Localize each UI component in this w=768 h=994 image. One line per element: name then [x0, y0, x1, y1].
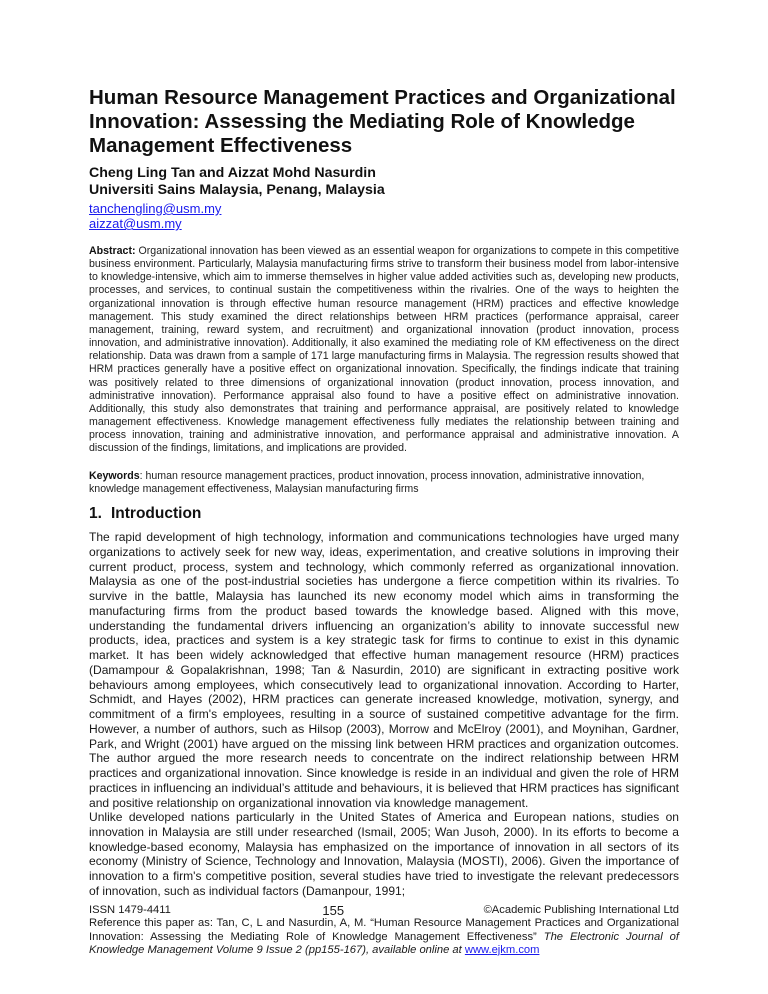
page-number: 155 — [322, 903, 345, 918]
footer-row — [89, 904, 679, 917]
reference-prefix: Reference this paper as: Tan, C, L and Nasurdin, A, M. “Human Resource Management Practices and Organizational Innovation: Assessing the Mediating Role of Knowledge Management Effectiveness” — [89, 917, 679, 943]
issn: ISSN 1479-4411 — [89, 904, 171, 916]
affiliation: Universiti Sains Malaysia, Penang, Malaysia — [89, 182, 385, 198]
body-paragraph: Unlike developed nations particularly in the United States of America and European nations, studies on innovation in Malaysia are still under researched (Ismail, 2005; Wan Jusoh, 2000). In its efforts to become a knowledge-based economy, Malaysia has emphasized on the importance of innovation in all sectors of its economy (Ministry of Science, Technology and Innovation, Malaysia (MOSTI), 2006). Given the importance of innovation to a firm's competitive position, several studies have tried to investigate the relevant predecessors of innovation, such as individual factors (Damanpour, 1991; — [89, 810, 679, 898]
email-link-aizzat[interactable]: aizzat@usm.my — [89, 216, 182, 231]
abstract-label: Abstract: — [89, 245, 136, 257]
section-number: 1. — [89, 505, 102, 522]
email-list — [89, 201, 221, 231]
journal-website-link[interactable]: www.ejkm.com — [464, 943, 540, 956]
reference-journal: The Electronic Journal of Knowledge Management Volume 9 Issue 2 (pp155-167), available online at — [89, 930, 679, 956]
citation-reference — [89, 917, 679, 957]
abstract — [89, 245, 679, 456]
copyright: ©Academic Publishing International Ltd — [483, 904, 679, 916]
paper-title: Human Resource Management Practices and Organizational Innovation: Assessing the Mediating Role of Knowledge Management Effectiveness — [89, 86, 676, 157]
email-link-tan[interactable]: tanchengling@usm.my — [89, 201, 222, 216]
keywords-label: Keywords — [89, 470, 140, 482]
body-paragraph: The rapid development of high technology, information and communications technologies have urged many organizations to actively seek for new way, ideas, experimentation, and creative solutions in improving their current product, process, system and technology, which commonly referred as organizational innovation. Malaysia as one of the post-industrial societies has undergone a fierce competition within its rivalries. To survive in the battle, Malaysia has launched its new economy model which aims in transforming the manufacturing firms from the product based towards the knowledge based. Aligned with this move, understanding the fundamental drivers influencing an organization’s ability to innovate successful new products, idea, practices and system is a key strategic task for firms to continue to exist in this dynamic market. It has been widely acknowledged that effective human management resource (HRM) practices (Damampour & Gopalakrishnan, 1998; Tan & Nasurdin, 2010) are significant in extracting positive work behaviours among employees, which consecutively lead to organizational innovation. According to Harter, Schmidt, and Hayes (2002), HRM practices can generate increased knowledge, motivation, synergy, and commitment of a firm's employees, resulting in a source of sustained competitive advantage for the firm. However, a number of authors, such as Hilsop (2003), Morrow and McElroy (2001), and Moynihan, Gardner, Park, and Wright (2001) have argued on the missing link between HRM practices and organization outcomes. The author argued the more research needs to concentrate on the indirect relationship between HRM practices and organizational innovation. Since knowledge is reside in an individual and given the role of HRM practices in influencing an individual’s attitude and behaviours, it is believed that HRM practices has significant and positive relationship on organizational innovation via knowledge management. — [89, 530, 679, 810]
page-footer — [89, 904, 679, 957]
keywords — [89, 470, 679, 496]
section-title: Introduction — [111, 505, 202, 522]
keywords-text: : human resource management practices, product innovation, process innovation, administrative innovation, knowledge management effectiveness, Malaysian manufacturing firms — [89, 470, 645, 496]
abstract-text: Organizational innovation has been viewed as an essential weapon for organizations to compete in this competitive business environment. Particularly, Malaysia manufacturing firms strive to transform their business model from labor-intensive to knowledge-intensive, which aim to immerse themselves in higher value added activities such as, developing new products, processes, and services, to continual sustain the competitiveness within the rivalries. One of the ways to heighten the organizational innovation is through effective human resource management (HRM) practices and effective knowledge management. This study examined the direct relationships between HRM practices (performance appraisal, career management, training, reward system, and recruitment) and organizational innovation (product innovation, process innovation, and administrative innovation). Additionally, it also examined the mediating role of KM effectiveness on the direct relationship. Data was drawn from a sample of 171 large manufacturing firms in Malaysia. The regression results showed that HRM practices generally have a positive effect on organizational innovation. Specifically, the findings indicate that training was positively related to three dimensions of organizational innovation (product innovation, process innovation, and administrative innovation). Performance appraisal also found to have a positive effect on administrative innovation. Additionally, this study also demonstrates that training and performance appraisal, are positively related to knowledge management effectiveness. Knowledge management effectiveness fully mediates the relationship between training and process innovation, training and administrative innovation, and performance appraisal and administrative innovation. A discussion of the findings, limitations, and implications are provided. — [89, 245, 679, 455]
author-block — [89, 165, 385, 199]
authors: Cheng Ling Tan and Aizzat Mohd Nasurdin — [89, 165, 376, 181]
section-heading — [89, 505, 201, 523]
